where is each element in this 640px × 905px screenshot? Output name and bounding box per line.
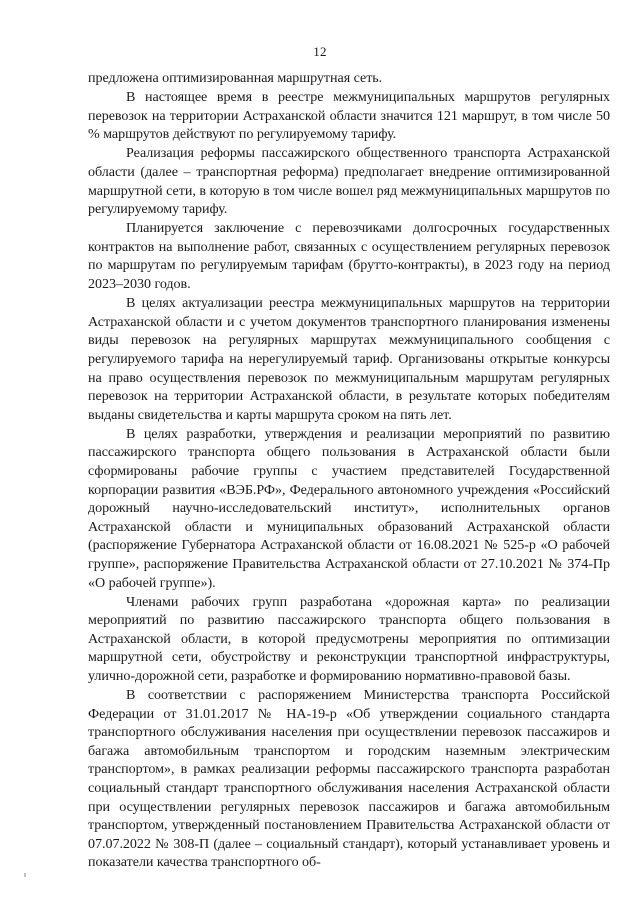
paragraph-1: предложена оптимизированная маршрутная сеть.	[88, 70, 383, 86]
paragraph-6: В целях разработки, утверждения и реализации мероприятий по развитию пассажирского транспорта общего пользования в Астраханской области были сформированы рабочие группы с участием представителей Государственной корпорации развития «ВЭБ.РФ», Федерального автономного учреждения «Российский дорожный научно-исследовательский институт», исполнительных органов Астраханской области и муниципальных образований Астраханской области (распоряжение Губернатора Астраханской области от 16.08.2021 № 525-р «О рабочей группе», распоряжение Правительства Астраханской области от 27.10.2021 № 374-Пр «О рабочей группе»).	[88, 425, 610, 591]
paragraph-5: В целях актуализации реестра межмуниципальных маршрутов на территории Астраханской области и с учетом документов транспортного планирования изменены виды перевозок на регулярных маршрутах межмуниципального сообщения с регулируемого тарифа на нерегулируемый тариф. Организованы открытые конкурсы на право осуществления перевозок по межмуниципальным маршрутам регулярных перевозок на территории Астраханской области, в результате которых победителям выданы свидетельства и карты маршрута сроком на пять лет.	[88, 295, 610, 423]
paragraph-8: В соответствии с распоряжением Министерства транспорта Российской Федерации от 31.01.2017 № НА-19-р «Об утверждении социального стандарта транспортного обслуживания населения при осуществлении перевозок пассажиров и багажа автомобильным транспортом и городским наземным электрическим транспортом», в рамках реализации реформы пассажирского транспорта разработан социальный стандарт транспортного обслуживания населения Астраханской области при осуществлении регулярных перевозок пассажиров и багажа автомобильным транспортом, утвержденный постановлением Правительства Астраханской области от 07.07.2022 № 308-П (далее – социальный стандарт), который устанавливает уровень и показатели качества транспортного об-	[88, 687, 610, 871]
paragraph-3: Реализация реформы пассажирского общественного транспорта Астраханской области (далее – транспортная реформа) предполагает внедрение оптимизированной маршрутной сети, в которую в том числе вошел ряд межмуниципальных маршрутов по регулируемому тарифу.	[88, 145, 610, 218]
paragraph-7: Членами рабочих групп разработана «дорожная карта» по реализации мероприятий по развитию пассажирского транспорта общего пользования в Астраханской области, в которой предусмотрены мероприятия по оптимизации маршрутной сети, обустройству и реконструкции транспортной инфраструктуры, улично-дорожной сети, разработке и формированию нормативно-правовой базы.	[88, 593, 610, 684]
paragraph-4: Планируется заключение с перевозчиками долгосрочных государственных контрактов на выполнение работ, связанных с осуществлением регулярных перевозок по маршрутам по регулируемым тарифам (брутто-контракты), в 2023 году на период 2023–2030 годов.	[88, 220, 610, 293]
scan-artifact	[24, 873, 26, 877]
page-number: 12	[313, 44, 327, 59]
document-body	[88, 69, 610, 872]
paragraph-2: В настоящее время в реестре межмуниципальных маршрутов регулярных перевозок на территории Астраханской области значится 121 маршрут, в том числе 50 % маршрутов действуют по регулируемому тарифу.	[88, 89, 610, 143]
